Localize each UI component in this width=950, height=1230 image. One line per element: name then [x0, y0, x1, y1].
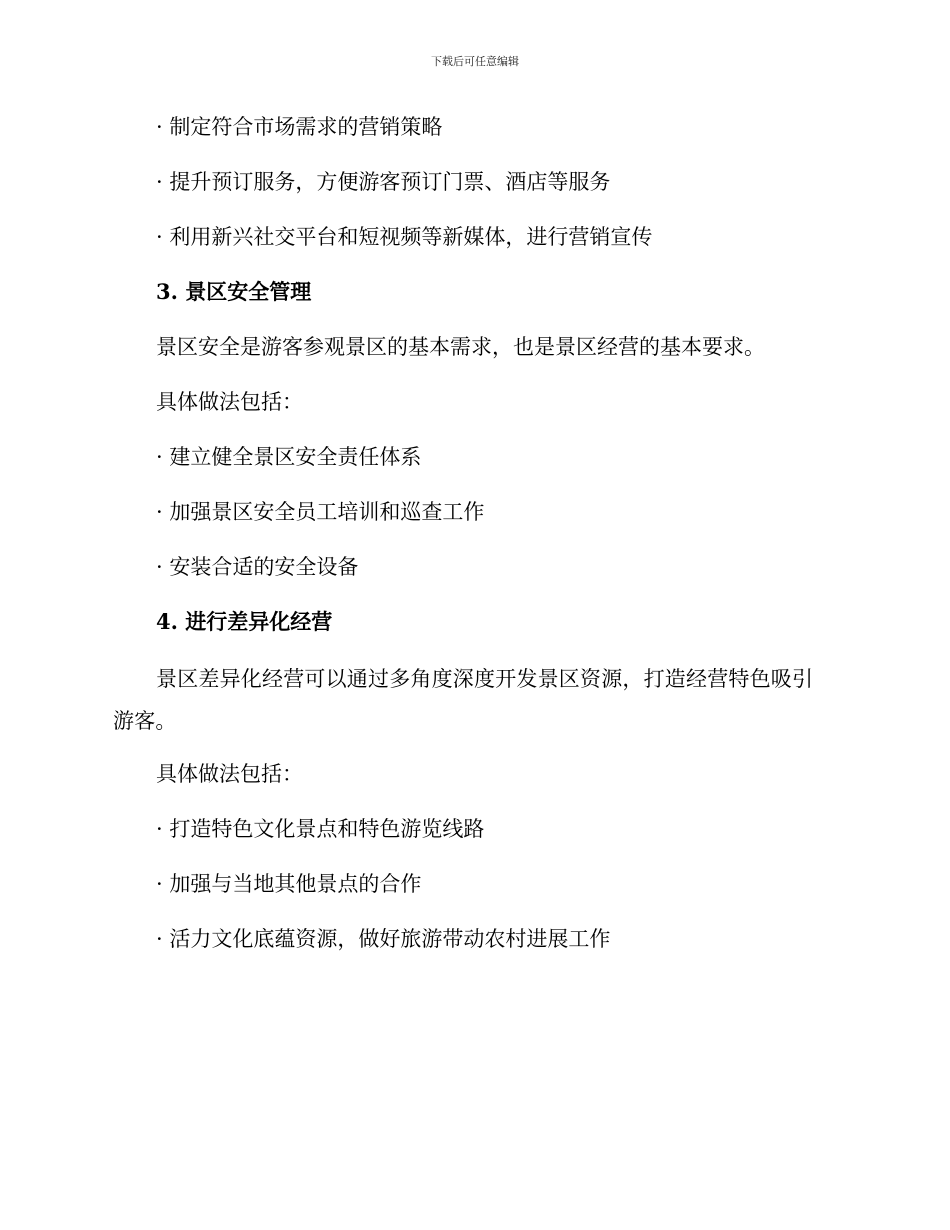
document-body: [113, 108, 833, 975]
bullet-item: · 打造特色文化景点和特色游览线路: [156, 817, 485, 841]
section-intro: 景区差异化经营可以通过多角度深度开发景区资源，打造经营特色吸引游客。: [113, 667, 814, 733]
bullet-item: · 加强与当地其他景点的合作: [156, 872, 422, 896]
methods-label: 具体做法包括：: [156, 762, 303, 786]
bullet-item: · 加强景区安全员工培训和巡查工作: [156, 500, 485, 524]
bullet-item: · 利用新兴社交平台和短视频等新媒体，进行营销宣传: [156, 225, 653, 249]
page-header: 下载后可任意编辑: [431, 55, 519, 68]
section-intro: 景区安全是游客参观景区的基本需求，也是景区经营的基本要求。: [156, 335, 765, 359]
bullet-item: · 安装合适的安全设备: [156, 555, 359, 579]
section-heading: 4. 进行差异化经营: [156, 609, 333, 634]
bullet-item: · 活力文化底蕴资源，做好旅游带动农村进展工作: [156, 927, 611, 951]
bullet-item: · 建立健全景区安全责任体系: [156, 445, 422, 469]
methods-label: 具体做法包括：: [156, 390, 303, 414]
bullet-item: · 提升预订服务，方便游客预订门票、酒店等服务: [156, 170, 611, 194]
bullet-item: · 制定符合市场需求的营销策略: [156, 115, 443, 139]
section-heading: 3. 景区安全管理: [156, 279, 312, 304]
